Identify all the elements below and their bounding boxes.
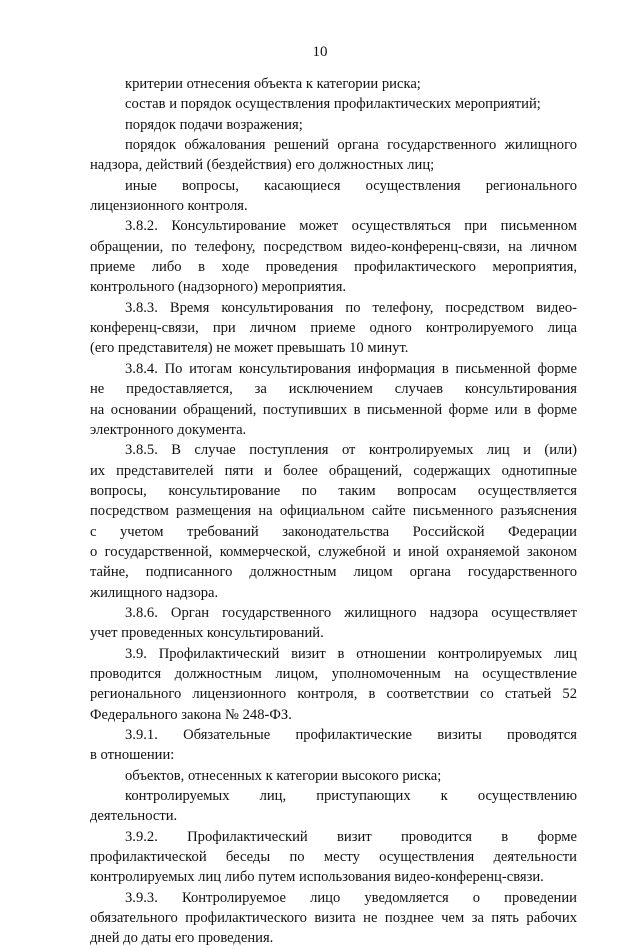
text-line: жилищного надзора. <box>90 584 219 601</box>
text-line: регионального лицензионного контроля, в соответствии со статьей 52 <box>90 686 577 703</box>
text-line: 3.8.5. В случае поступления от контролируемых лиц и (или) <box>125 442 577 459</box>
text-line: обязательного профилактического визита не позднее чем за пять рабочих <box>90 910 577 927</box>
text-line: иные вопросы, касающиеся осуществления регионального <box>125 177 577 194</box>
text-line: тайне, подписанного должностным лицом органа государственного <box>90 564 577 581</box>
text-line: (его представителя) не может превышать 10 минут. <box>90 340 409 357</box>
text-line: их представителей пяти и более обращений, содержащих однотипные <box>90 462 577 479</box>
text-line: контрольного (надзорного) мероприятия. <box>90 279 347 296</box>
text-line: дней до даты его проведения. <box>90 930 274 947</box>
text-line: критерии отнесения объекта к категории риска; <box>125 76 421 92</box>
text-line: конференц-связи, при личном приеме одного контролируемого лица <box>90 320 577 337</box>
text-line: 3.8.3. Время консультирования по телефону, посредством видео- <box>125 299 577 316</box>
text-line: электронного документа. <box>90 421 247 438</box>
text-line: лицензионного контроля. <box>90 198 248 215</box>
text-line: на основании обращений, поступивших в письменной форме или в форме <box>90 401 577 418</box>
text-line: с учетом требований законодательства Российской Федерации <box>90 523 577 540</box>
text-line: о государственной, коммерческой, служебной и иной охраняемой законом <box>90 543 577 560</box>
text-line: 3.9.1. Обязательные профилактические визиты проводятся <box>125 727 577 743</box>
text-line: порядок подачи возражения; <box>125 116 303 133</box>
text-line: объектов, отнесенных к категории высокого риска; <box>125 767 442 784</box>
text-line: обращении, по телефону, посредством видео-конференц-связи, на личном <box>90 238 577 255</box>
text-line: посредством размещения на официальном сайте письменного разъяснения <box>90 503 577 520</box>
text-line: контролируемых лиц либо путем использования видео-конференц-связи. <box>90 869 544 886</box>
page-number: 10 <box>312 44 328 60</box>
document-body <box>90 74 577 949</box>
text-line: Федерального закона № 248-ФЗ. <box>90 706 292 723</box>
text-line: надзора, действий (бездействия) его должностных лиц; <box>90 157 435 174</box>
text-line: профилактической беседы по месту осуществления деятельности <box>90 849 577 866</box>
text-line: вопросы, консультирование по таким вопросам осуществляется <box>90 482 577 499</box>
text-line: состав и порядок осуществления профилактических мероприятий; <box>125 96 541 113</box>
text-line: приеме либо в ходе проведения профилактического мероприятия, <box>90 259 577 276</box>
text-line: контролируемых лиц, приступающих к осуществлению <box>125 788 577 805</box>
text-line: 3.8.4. По итогам консультирования информация в письменной форме <box>125 360 577 377</box>
text-line: 3.9.2. Профилактический визит проводится в форме <box>125 828 577 845</box>
text-line: не предоставляется, за исключением случаев консультирования <box>90 381 577 398</box>
text-line: 3.9. Профилактический визит в отношении контролируемых лиц <box>125 645 577 662</box>
text-line: 3.9.3. Контролируемое лицо уведомляется о проведении <box>125 889 577 906</box>
text-line: учет проведенных консультирований. <box>90 625 324 642</box>
text-line: проводится должностным лицом, уполномоченным на осуществление <box>90 665 577 682</box>
text-line: деятельности. <box>90 808 178 825</box>
text-line: в отношении: <box>90 747 175 764</box>
text-line: порядок обжалования решений органа государственного жилищного <box>125 137 577 154</box>
text-line: 3.8.2. Консультирование может осуществляться при письменном <box>125 218 577 235</box>
text-line: 3.8.6. Орган государственного жилищного надзора осуществляет <box>125 604 577 621</box>
